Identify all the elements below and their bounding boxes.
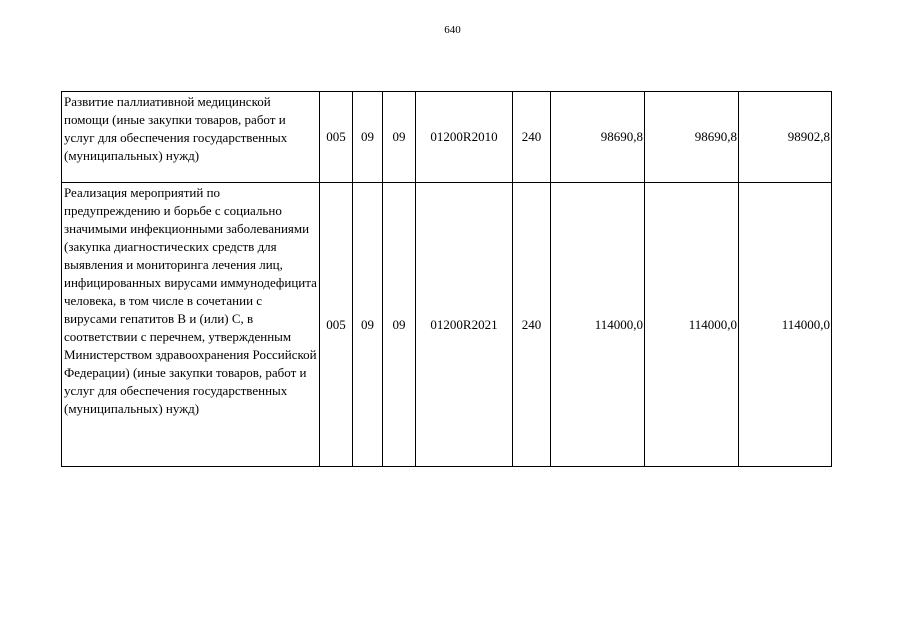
- budget-table: [61, 91, 832, 467]
- ministry-code-cell: 005: [320, 183, 353, 467]
- page-number: 640: [444, 24, 461, 36]
- table-row: [62, 183, 832, 467]
- amount-2-cell: 98690,8: [645, 92, 739, 183]
- amount-3-cell: 98902,8: [739, 92, 832, 183]
- description-cell: Реализация мероприятий по предупреждению и борьбе с социально значимыми инфекционными заболеваниями (закупка диагностических средств для выявления и мониторинга лечения лиц, инфицированных вирусами иммунодефицита человека, в том числе в сочетании с вирусами гепатитов B и (или) C, в соответствии с перечнем, утвержденным Министерством здравоохранения Российской Федерации) (иные закупки товаров, работ и услуг для обеспечения государственных (муниципальных) нужд): [62, 183, 320, 467]
- amount-2-cell: 114000,0: [645, 183, 739, 467]
- target-article-cell: 01200R2010: [416, 92, 513, 183]
- ministry-code-cell: 005: [320, 92, 353, 183]
- subsection-code-cell: 09: [383, 183, 416, 467]
- section-code-cell: 09: [353, 183, 383, 467]
- expense-type-cell: 240: [513, 183, 551, 467]
- section-code-cell: 09: [353, 92, 383, 183]
- amount-1-cell: 98690,8: [551, 92, 645, 183]
- subsection-code-cell: 09: [383, 92, 416, 183]
- amount-1-cell: 114000,0: [551, 183, 645, 467]
- expense-type-cell: 240: [513, 92, 551, 183]
- description-cell: Развитие паллиативной медицинской помощи (иные закупки товаров, работ и услуг для обеспечения государственных (муниципальных) нужд): [62, 92, 320, 183]
- table-row: [62, 92, 832, 183]
- amount-3-cell: 114000,0: [739, 183, 832, 467]
- target-article-cell: 01200R2021: [416, 183, 513, 467]
